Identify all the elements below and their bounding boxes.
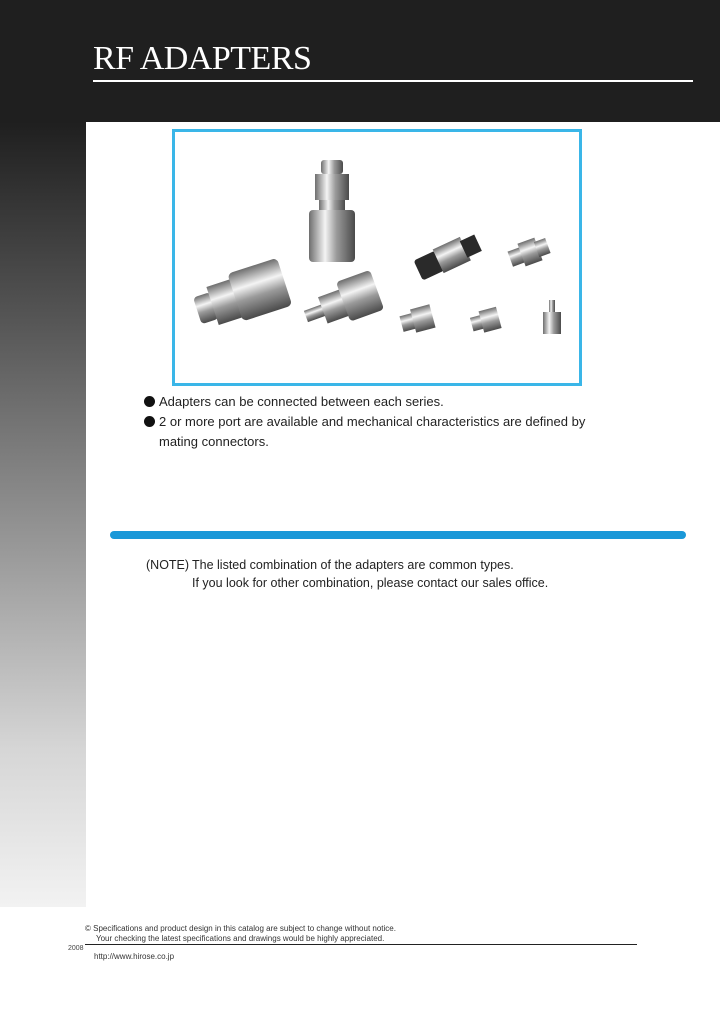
- product-photo-frame: [172, 129, 582, 386]
- feature-list: [144, 392, 614, 452]
- feature-text: Adapters can be connected between each series.: [159, 394, 444, 409]
- feature-item: [144, 392, 614, 412]
- small-adapter-1: [398, 304, 435, 335]
- footer-url-link[interactable]: http://www.hirose.co.jp: [94, 952, 175, 961]
- note-label: (NOTE): [146, 558, 190, 572]
- title-underline: [93, 80, 693, 82]
- note-line-2: If you look for other combination, please contact our sales office.: [192, 576, 549, 590]
- bnc-j-j-adapter: [189, 258, 292, 334]
- footer-disclaimer-1: © Specifications and product design in this catalog are subject to change without notice.: [85, 924, 396, 933]
- n-bnc-adapter: [309, 160, 355, 262]
- feature-text: 2 or more port are available and mechanical characteristics are defined by mating connectors.: [159, 414, 586, 449]
- note-block: [146, 556, 548, 592]
- note-line-1: The listed combination of the adapters are common types.: [192, 558, 514, 572]
- sma-bnc-adapter: [298, 270, 384, 335]
- footer-disclaimer-2: Your checking the latest specifications and drawings would be highly appreciated.: [96, 934, 385, 943]
- section-divider: [110, 531, 686, 539]
- footer-rule: [85, 944, 637, 945]
- bullet-icon: [144, 396, 155, 407]
- feature-item: [144, 412, 614, 452]
- bullet-icon: [144, 416, 155, 427]
- sma-j-j-adapter: [506, 234, 552, 270]
- small-adapter-2: [469, 307, 502, 335]
- tnc-adapter: [413, 231, 484, 282]
- page-title: RF ADAPTERS: [93, 40, 312, 77]
- small-adapter-3: [543, 300, 561, 334]
- side-gradient-band: [0, 122, 86, 907]
- page-code: 2008: [68, 945, 84, 952]
- adapters-product-photo: [175, 132, 579, 383]
